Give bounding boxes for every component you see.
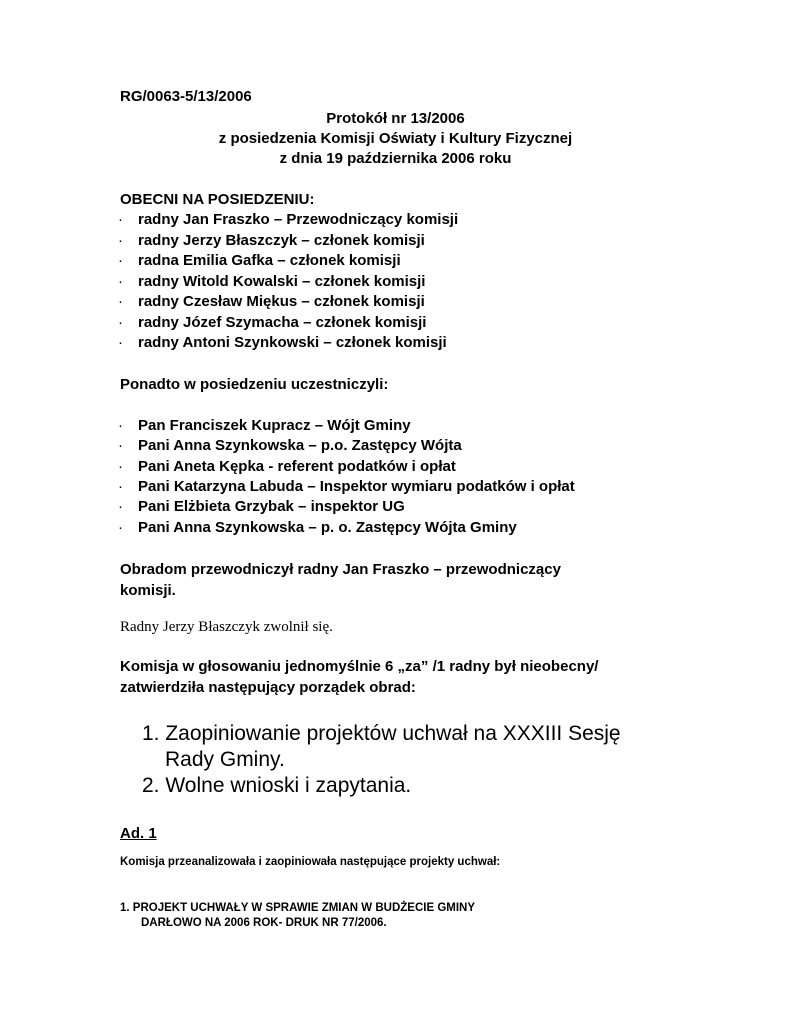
bullet-icon: · — [118, 498, 123, 515]
bullet-icon: · — [118, 293, 123, 310]
others-heading: Ponadto w posiedzeniu uczestniczyli: — [120, 376, 389, 393]
bullet-icon: · — [118, 273, 123, 290]
bullet-icon: · — [118, 478, 123, 495]
list-item: · Pani Anna Szynkowska – p. o. Zastępcy Wójta Gminy — [118, 519, 517, 536]
agenda-item-cont: Rady Gminy. — [165, 748, 285, 771]
bullet-icon: · — [118, 314, 123, 331]
document-reference: RG/0063-5/13/2006 — [120, 88, 252, 105]
bullet-icon: · — [118, 252, 123, 269]
list-item: · Pani Anna Szynkowska – p.o. Zastępcy Wójta — [118, 437, 462, 454]
list-item: · radny Jerzy Błaszczyk – członek komisji — [118, 232, 425, 249]
bullet-icon: · — [118, 458, 123, 475]
list-item: · radna Emilia Gafka – członek komisji — [118, 252, 401, 269]
list-item: · Pani Katarzyna Labuda – Inspektor wymiaru podatków i opłat — [118, 478, 575, 495]
project-title: 1. PROJEKT UCHWAŁY W SPRAWIE ZMIAN W BUDŻECIE GMINY — [120, 902, 476, 914]
present-heading: OBECNI NA POSIEDZENIU: — [120, 191, 315, 208]
list-item: · Pan Franciszek Kupracz – Wójt Gminy — [118, 417, 411, 434]
list-item: · radny Jan Fraszko – Przewodniczący komisji — [118, 211, 459, 228]
list-item: · Pani Aneta Kępka - referent podatków i opłat — [118, 458, 456, 475]
project-title-cont: DARŁOWO NA 2006 ROK- DRUK NR 77/2006. — [141, 917, 387, 929]
bullet-icon: · — [118, 417, 123, 434]
committee-title: z posiedzenia Komisji Oświaty i Kultury Fizycznej — [218, 130, 573, 147]
list-item: · radny Czesław Miękus – członek komisji — [118, 293, 425, 310]
vote-statement-cont: zatwierdziła następujący porządek obrad: — [120, 679, 416, 696]
chair-statement: Obradom przewodniczył radny Jan Fraszko – przewodniczący — [120, 561, 561, 578]
ad-heading: Ad. 1 — [120, 825, 157, 842]
left-early-note: Radny Jerzy Błaszczyk zwolnił się. — [120, 619, 333, 635]
ad-text: Komisja przeanalizowała i zaopiniowała następujące projekty uchwał: — [120, 856, 501, 868]
agenda-item: 2. Wolne wnioski i zapytania. — [142, 774, 412, 797]
bullet-icon: · — [118, 211, 123, 228]
bullet-icon: · — [118, 334, 123, 351]
vote-statement: Komisja w głosowaniu jednomyślnie 6 „za” /1 radny był nieobecny/ — [120, 658, 599, 675]
agenda-item: 1. Zaopiniowanie projektów uchwał na XXXIII Sesję — [142, 722, 621, 745]
chair-statement-cont: komisji. — [120, 582, 176, 599]
meeting-date: z dnia 19 października 2006 roku — [279, 150, 512, 167]
bullet-icon: · — [118, 519, 123, 536]
list-item: · radny Antoni Szynkowski – członek komisji — [118, 334, 447, 351]
bullet-icon: · — [118, 437, 123, 454]
list-item: · radny Józef Szymacha – członek komisji — [118, 314, 427, 331]
bullet-icon: · — [118, 232, 123, 249]
list-item: · radny Witold Kowalski – członek komisji — [118, 273, 426, 290]
protocol-title: Protokół nr 13/2006 — [326, 110, 465, 127]
list-item: · Pani Elżbieta Grzybak – inspektor UG — [118, 498, 405, 515]
